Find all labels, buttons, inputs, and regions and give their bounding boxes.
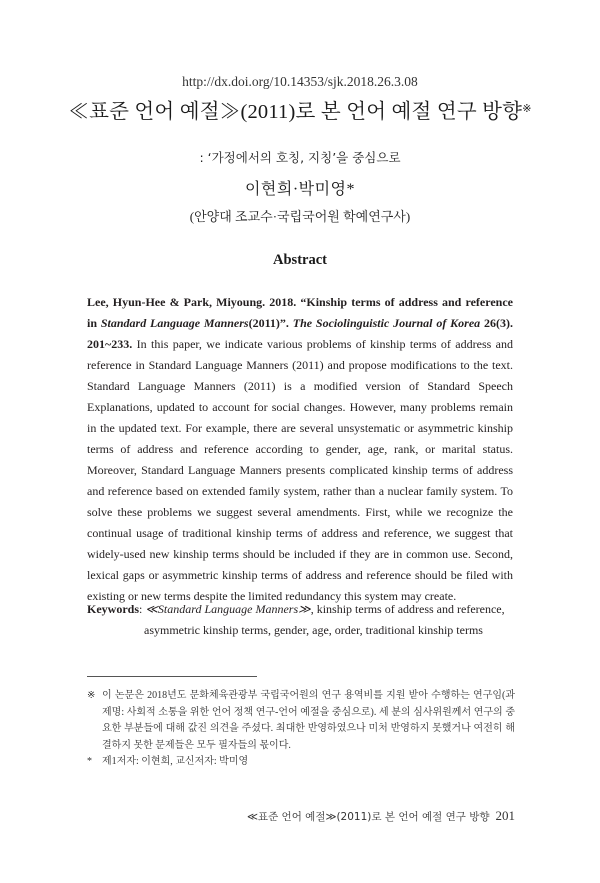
footnote-divider bbox=[87, 676, 257, 677]
citation-title-pre: “Kinship terms of address and reference in bbox=[87, 295, 513, 330]
paper-title bbox=[0, 94, 600, 124]
citation-title-post: (2011)”. bbox=[248, 316, 293, 330]
keywords-line2: asymmetric kinship terms, gender, age, order, traditional kinship terms bbox=[144, 623, 483, 637]
page-number: 201 bbox=[495, 808, 515, 823]
running-head: ≪표준 언어 예절≫(2011)로 본 언어 예절 연구 방향 bbox=[246, 811, 490, 823]
paper-title-text: ≪표준 언어 예절≫(2011)로 본 언어 예절 연구 방향 bbox=[68, 101, 523, 123]
footnote-mark: ※ bbox=[87, 690, 96, 701]
citation-authors: Lee, Hyun-Hee & Park, Miyoung. 2018. bbox=[87, 295, 297, 309]
footnote-mark: * bbox=[87, 756, 92, 767]
paper-subtitle: : ‘가정에서의 호칭, 지칭’을 중심으로 bbox=[199, 150, 401, 165]
footnotes bbox=[87, 688, 515, 771]
author-affiliation: (안양대 조교수·국립국어원 학예연구사) bbox=[189, 209, 411, 224]
author-names: 이현희·박미영* bbox=[244, 181, 356, 198]
abstract-body: In this paper, we indicate various problems of kinship terms of address and reference in Standard Language Manners (2011) and propose modifications to the text. Standard Language Manners (2011) is a modified version of Standard Speech Explanations, updated to account for social changes. However, many problems remain in the updated text. For example, there are several unsystematic or asymmetric kinship terms of address and reference according to gender, age, rank, or marital status. Moreover, Standard Language Manners presents complicated kinship terms of address and reference based on extended family system, rather than a nuclear family system. To solve these problems we suggest several amendments. First, while we recognize the continual usage of traditional kinship terms of address and reference, we suggest that widely-used new kinship terms should be included if they are in common use. Second, lexical gaps or asymmetric kinship terms of address and reference should be filed with existing or new terms despite the limited redundancy this system may create. bbox=[87, 337, 514, 603]
footnote-text: 제1저자: 이현희, 교신저자: 박미영 bbox=[102, 756, 249, 767]
doi-link[interactable]: http://dx.doi.org/10.14353/sjk.2018.26.3.08 bbox=[182, 74, 418, 89]
keyword-first: ≪Standard Language Manners≫ bbox=[145, 602, 311, 616]
running-footer bbox=[247, 808, 515, 824]
keywords-label: Keywords bbox=[87, 602, 139, 616]
title-footnote-mark: ※ bbox=[522, 103, 532, 115]
citation-volume: 26(3). bbox=[480, 316, 513, 330]
keywords-block: Keywords: ≪Standard Language Manners≫, kinship terms of address and reference, asymmetric kinship terms, gender, age, order, traditional kinship terms bbox=[87, 599, 513, 641]
keywords-line1-rest: , kinship terms of address and reference, bbox=[310, 602, 505, 616]
citation-journal: The Sociolinguistic Journal of Korea bbox=[292, 316, 481, 330]
abstract-heading: Abstract bbox=[273, 252, 327, 268]
footnote-authors bbox=[87, 754, 515, 771]
citation-title-italic: Standard Language Manners bbox=[100, 316, 249, 330]
citation-pages: 201~233. bbox=[87, 337, 133, 351]
abstract-block bbox=[87, 292, 513, 607]
footnote-text: 이 논문은 2018년도 문화체육관광부 국립국어원의 연구 용역비를 지원 받아 수행하는 연구임(과제명: 사회적 소통을 위한 언어 정책 연구-언어 예절을 중심으로). 세 분의 심사위원께서 연구의 중요한 부분들에 대해 값진 의견을 주셨다. 최대한 반영하였으나 미처 반영하지 못했거나 여전히 해결하지 못한 문제들은 모두 필자들의 몫이다. bbox=[102, 690, 515, 751]
footnote-acknowledgement bbox=[87, 688, 515, 754]
